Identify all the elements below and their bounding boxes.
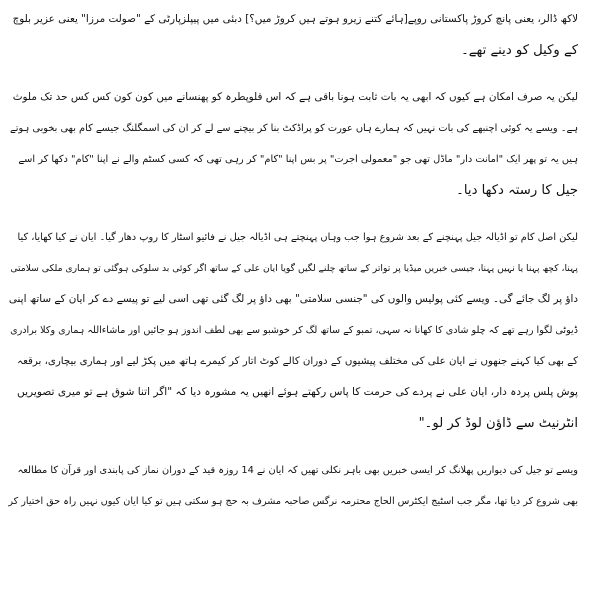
paragraph-line: داؤ پر لگ جائے گی۔ ویسے کئی پولیس والوں کی "جنسی سلامتی" بھی داؤ پر لگ گئی تھی اسی لیے تو پیسے دے کر ایان کے ساتھ اپنی [8,293,578,305]
paragraph-line: کے وکیل کو دینے تھے۔ [461,43,578,58]
paragraph-line: جیل کا رستہ دکھا دیا۔ [456,183,578,198]
paragraph-line: لیکن یہ صرف امکان ہے کیوں کہ ابھی یہ بات ثابت ہونا باقی ہے کہ اس قلوپطرہ کو پھنسانے میں کون کون کس کس حد تک ملوث [12,91,578,103]
paragraph-4 [8,455,578,517]
paragraph-line: بھی شروع کر دیا تھا، مگر جب اسٹیج ایکٹرس الحاج محترمہ نرگس صاحبہ مشرف بہ حج ہو سکتی ہیں تو کیا ایان کیوں نہیں راہ حق اختیار کر [8,496,578,507]
paragraph-line: ہے۔ ویسے یہ کوئی اچنبھے کی بات نہیں کہ ہمارے ہاں عورت کو پراڈکٹ بنا کر بیچنے سے لے کر ان کی اسمگلنگ جیسے کام بھی بخوبی ہوتے [10,123,578,134]
paragraph-line: کے بھی کیا کہنے جنھوں نے ایان علی کی مختلف پیشیوں کے دوران کالے کوٹ اتار کر کیمرے ہاتھ میں پکڑ لیے اور ہماری بیچاری، برقعہ [17,356,578,367]
paragraph-line: ویسے تو جیل کی دیواریں پھلانگ کر ایسی خبریں بھی باہر نکلی تھیں کہ ایان نے 14 روزہ قید کے دوران نماز کی پابندی اور قرآن کا مطالعہ [17,465,578,476]
paragraph-1 [8,4,578,66]
paragraph-line: پوش پلس پردہ دار، ایان علی نے پردے کی حرمت کا پاس رکھتے ہوئے انھیں یہ مشورہ دیا کہ "اگر اتنا شوق ہے تو میری تصویریں [17,386,578,398]
paragraph-3 [8,222,578,439]
paragraph-line: لاکھ ڈالر، یعنی پانچ کروڑ پاکستانی روپے[ہائے کتنے زیرو ہوتے ہیں کروڑ میں؟] دبئی میں پیپلزپارٹی کے "صولت مرزا" یعنی عزیر بلوچ [12,13,578,25]
paragraph-line: ڈیوٹی لگوا رہے تھے کہ چلو شادی کا کھانا نہ سہی، تمبو کے ساتھ لگ کر خوشبو سے بھی لطف اندوز ہو جائیں اور ماشاءاللہ ہماری وکلا برادری [10,325,578,336]
paragraph-line: پہنا، کچھ پہنا یا نہیں پہنا، جیسی خبریں میڈیا پر تواتر کے ساتھ چلنے لگیں گویا ایان علی کے ساتھ اگر کوئی بد سلوکی ہوگئی تو ہماری ملکی سلامتی [10,263,578,274]
paragraph-line: انٹرنیٹ سے ڈاؤن لوڈ کر لو۔" [418,416,578,431]
paragraph-line: لیکن اصل کام تو اڈیالہ جیل پہنچنے کے بعد شروع ہوا جب وہاں پہنچتے ہی اڈیالہ جیل نے فائیو اسٹار کا روپ دھار گیا۔ ایان نے کیا کھایا، کیا [17,232,578,243]
paragraph-line: ہیں یہ تو پھر ایک "امانت دار" ماڈل تھی جو "معمولی اجرت" پر بس اپنا "کام" کر رہی تھی کہ کسی کسٹم والے نے اپنا "کام" دکھا کر اسے [18,154,578,165]
paragraph-2 [8,82,578,206]
